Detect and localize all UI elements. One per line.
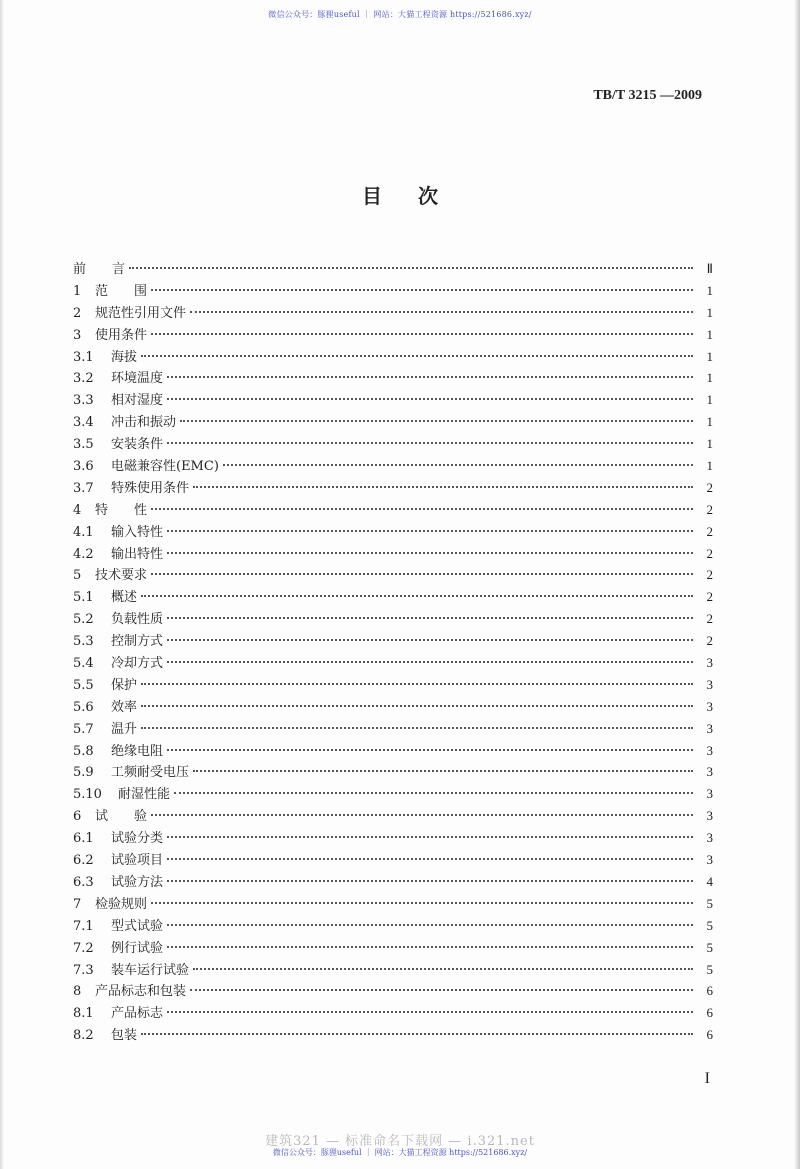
toc-dot-leader [193,486,693,488]
toc-entry-page: 3 [706,830,713,846]
toc-entry-number: 5 [73,568,82,584]
toc-entry[interactable] [73,718,713,740]
toc-entry-number: 7 [73,896,82,912]
toc-dot-leader [167,617,693,619]
toc-entry-title: 控制方式 [111,634,164,650]
toc-entry-title: 试验方法 [111,874,164,890]
toc-entry-number: 2 [73,305,82,321]
toc-entry[interactable] [73,630,713,652]
toc-entry-number: 3.3 [73,393,94,409]
toc-entry[interactable] [73,980,713,1002]
toc-entry-page: 1 [706,414,713,430]
toc-entry-page: 2 [706,567,713,583]
toc-entry-page: 3 [706,720,713,736]
toc-dot-leader [141,683,693,685]
toc-entry-page: 1 [706,392,713,408]
toc-entry-title: 冷却方式 [111,656,164,672]
toc-entry-title: 试验分类 [111,831,164,847]
toc-entry-page: 3 [706,676,713,692]
toc-entry-page: 3 [706,808,713,824]
toc-entry[interactable] [73,367,713,389]
toc-entry-page: 4 [706,873,713,889]
toc-entry-number: 5.3 [73,634,94,650]
toc-entry-page: 1 [706,304,713,320]
toc-entry-title: 范 围 [95,283,148,299]
toc-entry-number: 5.1 [73,590,94,606]
toc-entry-page: 3 [706,764,713,780]
toc-dot-leader [167,858,693,860]
toc-entry-title: 包装 [111,1028,138,1044]
toc-entry-number: 5.4 [73,656,94,672]
toc-dot-leader [167,376,693,378]
toc-entry-page: 5 [706,895,713,911]
toc-entry[interactable] [73,433,713,455]
toc-entry-page: 1 [706,282,713,298]
toc-entry-page: 2 [706,545,713,561]
toc-entry[interactable] [73,586,713,608]
toc-entry-page: 2 [706,479,713,495]
toc-entry[interactable] [73,696,713,718]
toc-dot-leader [129,267,693,269]
toc-entry-page: 3 [706,786,713,802]
toc-entry-number: 3.1 [73,349,94,365]
toc-entry-number: 5.2 [73,612,94,628]
watermark-top: 微信公众号：豚狸useful ｜ 网站：大猫工程资源 https://521686.xyz/ [268,10,532,19]
toc-entry-page: 1 [706,436,713,452]
toc-entry[interactable] [73,389,713,411]
toc-entry[interactable] [73,258,713,280]
toc-entry-number: 5.5 [73,677,94,693]
toc-entry[interactable] [73,1002,713,1024]
toc-entry-title: 试 验 [95,809,148,825]
toc-entry-title: 效率 [111,699,138,715]
toc-entry[interactable] [73,761,713,783]
toc-dot-leader [223,464,693,466]
toc-entry-title: 检验规则 [95,896,148,912]
toc-dot-leader [193,968,693,970]
toc-dot-leader [167,946,693,948]
toc-entry-number: 3.6 [73,459,94,475]
toc-entry-number: 6.3 [73,874,94,890]
toc-entry-title: 电磁兼容性(EMC) [111,459,219,475]
toc-entry[interactable] [73,477,713,499]
toc-entry-number: 5.9 [73,765,94,781]
toc-entry[interactable] [73,652,713,674]
toc-entry[interactable] [73,280,713,302]
toc-entry-title: 试验项目 [111,853,164,869]
toc-entry-page: 3 [706,742,713,758]
toc-entry-page: 1 [706,348,713,364]
toc-entry-page: 6 [706,983,713,999]
toc-entry[interactable] [73,543,713,565]
toc-entry-number: 6.2 [73,853,94,869]
toc-entry[interactable] [73,302,713,324]
toc-entry-title: 产品标志 [111,1006,164,1022]
toc-entry-title: 相对湿度 [111,393,164,409]
toc-dot-leader [180,420,693,422]
toc-entry-number: 8.2 [73,1028,94,1044]
toc-entry-title: 规范性引用文件 [95,305,187,321]
toc-dot-leader [141,355,693,357]
toc-dot-leader [151,289,693,291]
toc-entry[interactable] [73,324,713,346]
table-of-contents [73,258,713,1046]
watermark-bottom-faint: 建筑321 — 标准命名下载网 — i.321.net [265,1134,535,1149]
toc-title: 目次 [362,184,474,208]
toc-entry-title: 特殊使用条件 [111,480,190,496]
watermark-bottom: 微信公众号：豚狸useful ｜ 网站：大猫工程资源 https://521686.xyz/ [272,1148,528,1157]
toc-entry-title: 海拔 [111,349,138,365]
toc-dot-leader [167,924,693,926]
toc-dot-leader [167,442,693,444]
toc-dot-leader [141,595,693,597]
toc-entry[interactable] [73,521,713,543]
scan-edge-left [0,0,4,1169]
toc-dot-leader [151,814,693,816]
toc-dot-leader [167,836,693,838]
toc-entry-page: 1 [706,326,713,342]
toc-entry[interactable] [73,455,713,477]
toc-entry-title: 使用条件 [95,327,148,343]
toc-entry-page: 1 [706,370,713,386]
toc-entry[interactable] [73,1024,713,1046]
toc-entry-number: 3.7 [73,480,94,496]
toc-entry-number: 5.7 [73,721,94,737]
toc-entry[interactable] [73,849,713,871]
toc-entry-title: 负载性质 [111,612,164,628]
toc-entry[interactable] [73,346,713,368]
toc-dot-leader [190,311,693,313]
toc-entry-number: 6 [73,809,82,825]
toc-dot-leader [151,573,693,575]
toc-dot-leader [174,792,693,794]
toc-entry-number: 4.2 [73,546,94,562]
toc-entry-title: 特 性 [95,502,148,518]
toc-entry-number: 3 [73,327,82,343]
toc-entry-title: 绝缘电阻 [111,743,164,759]
toc-entry[interactable] [73,740,713,762]
toc-entry-title: 装车运行试验 [111,962,190,978]
toc-entry[interactable] [73,674,713,696]
toc-dot-leader [167,639,693,641]
toc-dot-leader [141,705,693,707]
toc-entry-page: 6 [706,1005,713,1021]
toc-dot-leader [151,508,693,510]
toc-entry-number: 4 [73,502,82,518]
toc-entry-number: 前 言 [73,262,126,277]
toc-entry-title: 例行试验 [111,940,164,956]
toc-entry-page: 3 [706,698,713,714]
toc-entry[interactable] [73,937,713,959]
toc-entry-page: 2 [706,611,713,627]
toc-dot-leader [141,1033,693,1035]
toc-dot-leader [167,749,693,751]
toc-entry-page: 5 [706,939,713,955]
toc-entry[interactable] [73,608,713,630]
toc-entry-page: 2 [706,633,713,649]
toc-entry-title: 环境温度 [111,371,164,387]
toc-entry[interactable] [73,783,713,805]
toc-entry-number: 3.2 [73,371,94,387]
toc-dot-leader [167,1011,693,1013]
toc-entry-title: 产品标志和包装 [95,984,187,1000]
toc-entry-number: 6.1 [73,831,94,847]
toc-entry-title: 技术要求 [95,568,148,584]
toc-entry-title: 保护 [111,677,138,693]
toc-entry-page: 3 [706,655,713,671]
toc-entry-page: 5 [706,961,713,977]
toc-entry-page: 2 [706,523,713,539]
toc-dot-leader [167,661,693,663]
toc-dot-leader [167,398,693,400]
toc-entry-number: 1 [73,283,82,299]
toc-entry[interactable] [73,564,713,586]
toc-entry-title: 耐湿性能 [118,787,171,803]
toc-dot-leader [141,727,693,729]
toc-entry-title: 冲击和振动 [111,415,177,431]
toc-entry[interactable] [73,411,713,433]
toc-entry-title: 输入特性 [111,524,164,540]
toc-entry-number: 5.8 [73,743,94,759]
toc-entry-title: 工频耐受电压 [111,765,190,781]
toc-entry-number: 8 [73,984,82,1000]
toc-entry-page: 2 [706,501,713,517]
toc-entry-number: 7.1 [73,918,94,934]
toc-dot-leader [167,552,693,554]
page-number: I [704,1070,710,1087]
toc-entry-number: 7.3 [73,962,94,978]
toc-entry-page: 3 [706,852,713,868]
toc-dot-leader [151,902,693,904]
toc-entry[interactable] [73,915,713,937]
toc-entry-title: 型式试验 [111,918,164,934]
toc-entry-number: 3.4 [73,415,94,431]
toc-entry[interactable] [73,871,713,893]
toc-dot-leader [151,333,693,335]
toc-entry-number: 4.1 [73,524,94,540]
toc-dot-leader [167,530,693,532]
toc-entry-page: 1 [706,458,713,474]
toc-entry-number: 8.1 [73,1006,94,1022]
toc-entry-number: 5.6 [73,699,94,715]
toc-entry-page: Ⅱ [706,261,713,276]
toc-entry-number: 3.5 [73,437,94,453]
toc-entry-page: 2 [706,589,713,605]
toc-entry[interactable] [73,827,713,849]
toc-entry[interactable] [73,499,713,521]
toc-dot-leader [193,770,693,772]
toc-entry-title: 温升 [111,721,138,737]
toc-entry-number: 5.10 [73,787,102,803]
toc-entry-number: 7.2 [73,940,94,956]
toc-entry-page: 6 [706,1027,713,1043]
toc-entry-page: 5 [706,917,713,933]
document-code: TB/T 3215 —2009 [593,88,702,103]
toc-dot-leader [167,880,693,882]
toc-entry[interactable] [73,893,713,915]
toc-entry-title: 输出特性 [111,546,164,562]
toc-entry-title: 安装条件 [111,437,164,453]
toc-entry[interactable] [73,959,713,981]
scan-edge-right [794,0,800,1169]
toc-entry-title: 概述 [111,590,138,606]
toc-entry[interactable] [73,805,713,827]
toc-dot-leader [190,989,693,991]
